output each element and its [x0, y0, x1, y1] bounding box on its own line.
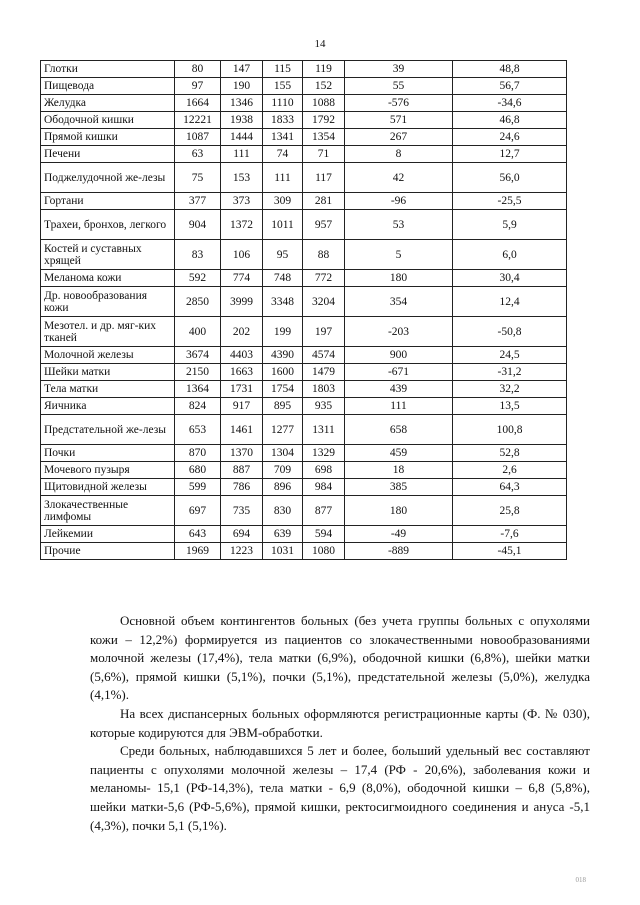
row-label: Щитовидной железы — [41, 479, 175, 496]
row-label: Пищевода — [41, 78, 175, 95]
cell-c1: 3674 — [175, 347, 221, 364]
row-label: Гортани — [41, 193, 175, 210]
table-row — [41, 415, 567, 445]
cell-c2: 111 — [221, 146, 263, 163]
cell-diff: -96 — [345, 193, 453, 210]
cell-c3: 1833 — [263, 112, 303, 129]
cell-diff: 385 — [345, 479, 453, 496]
cell-c3: 1110 — [263, 95, 303, 112]
cell-c2: 202 — [221, 317, 263, 347]
row-label: Яичника — [41, 398, 175, 415]
cell-diff: -671 — [345, 364, 453, 381]
cell-pct: 24,5 — [453, 347, 567, 364]
cell-c3: 1031 — [263, 543, 303, 560]
cell-diff: 42 — [345, 163, 453, 193]
cell-c1: 63 — [175, 146, 221, 163]
table-row — [41, 146, 567, 163]
cell-c2: 1223 — [221, 543, 263, 560]
table-row — [41, 398, 567, 415]
cell-pct: 2,6 — [453, 462, 567, 479]
table-row — [41, 496, 567, 526]
cell-pct: -31,2 — [453, 364, 567, 381]
cell-c3: 4390 — [263, 347, 303, 364]
corner-mark: 018 — [575, 876, 586, 884]
row-label: Тела матки — [41, 381, 175, 398]
cell-c3: 199 — [263, 317, 303, 347]
row-label: Молочной железы — [41, 347, 175, 364]
row-label: Глотки — [41, 61, 175, 78]
cell-c4: 1080 — [303, 543, 345, 560]
cell-c4: 3204 — [303, 287, 345, 317]
cell-c2: 694 — [221, 526, 263, 543]
cell-diff: 354 — [345, 287, 453, 317]
cell-pct: 24,6 — [453, 129, 567, 146]
cell-c2: 190 — [221, 78, 263, 95]
row-label: Прямой кишки — [41, 129, 175, 146]
table-row — [41, 270, 567, 287]
statistics-table — [40, 60, 567, 560]
cell-c2: 1370 — [221, 445, 263, 462]
cell-pct: -34,6 — [453, 95, 567, 112]
row-label: Желудка — [41, 95, 175, 112]
row-label: Прочие — [41, 543, 175, 560]
table-row — [41, 78, 567, 95]
cell-c1: 643 — [175, 526, 221, 543]
cell-pct: 52,8 — [453, 445, 567, 462]
table-row — [41, 95, 567, 112]
cell-pct: -50,8 — [453, 317, 567, 347]
row-label: Шейки матки — [41, 364, 175, 381]
cell-c1: 1664 — [175, 95, 221, 112]
table-row — [41, 543, 567, 560]
table-row — [41, 347, 567, 364]
cell-c2: 1444 — [221, 129, 263, 146]
cell-pct: 56,0 — [453, 163, 567, 193]
table-row — [41, 526, 567, 543]
cell-diff: 459 — [345, 445, 453, 462]
cell-c4: 1792 — [303, 112, 345, 129]
cell-c2: 147 — [221, 61, 263, 78]
cell-pct: 100,8 — [453, 415, 567, 445]
cell-diff: 5 — [345, 240, 453, 270]
cell-diff: 571 — [345, 112, 453, 129]
table-row — [41, 287, 567, 317]
table-row — [41, 112, 567, 129]
cell-c3: 1304 — [263, 445, 303, 462]
cell-c3: 639 — [263, 526, 303, 543]
cell-diff: 111 — [345, 398, 453, 415]
cell-c2: 735 — [221, 496, 263, 526]
table-row — [41, 210, 567, 240]
cell-c1: 599 — [175, 479, 221, 496]
cell-c1: 2150 — [175, 364, 221, 381]
cell-c4: 1088 — [303, 95, 345, 112]
cell-c4: 1354 — [303, 129, 345, 146]
table-body — [41, 61, 567, 560]
cell-c4: 877 — [303, 496, 345, 526]
cell-c4: 4574 — [303, 347, 345, 364]
row-label: Предстательной же-лезы — [41, 415, 175, 445]
cell-c1: 1364 — [175, 381, 221, 398]
table-row — [41, 445, 567, 462]
cell-c1: 904 — [175, 210, 221, 240]
cell-c4: 197 — [303, 317, 345, 347]
cell-c4: 119 — [303, 61, 345, 78]
cell-c4: 957 — [303, 210, 345, 240]
cell-c3: 830 — [263, 496, 303, 526]
cell-pct: 48,8 — [453, 61, 567, 78]
cell-c1: 1087 — [175, 129, 221, 146]
row-label: Ободочной кишки — [41, 112, 175, 129]
row-label: Злокачественные лимфомы — [41, 496, 175, 526]
paragraph: Основной объем контингентов больных (без учета группы больных с опухолями кожи – 12,2%) формируется из пациентов со злокачественными новообразованиями молочной железы (17,4%), тела матки (6,9%), ободочной кишки (6,8%), шейки матки (5,6%), прямой кишки (5,1%), почки (5,1%), предстательной железы (5,0%), желудка (4,1%). — [90, 613, 590, 703]
cell-c2: 1663 — [221, 364, 263, 381]
cell-c1: 2850 — [175, 287, 221, 317]
cell-c1: 1969 — [175, 543, 221, 560]
cell-pct: 6,0 — [453, 240, 567, 270]
cell-diff: 900 — [345, 347, 453, 364]
cell-c1: 697 — [175, 496, 221, 526]
row-label: Почки — [41, 445, 175, 462]
table-row — [41, 129, 567, 146]
cell-c3: 1277 — [263, 415, 303, 445]
cell-c3: 1754 — [263, 381, 303, 398]
cell-c4: 71 — [303, 146, 345, 163]
cell-pct: -45,1 — [453, 543, 567, 560]
cell-c3: 1341 — [263, 129, 303, 146]
cell-c4: 117 — [303, 163, 345, 193]
cell-c1: 97 — [175, 78, 221, 95]
cell-diff: -576 — [345, 95, 453, 112]
cell-pct: 56,7 — [453, 78, 567, 95]
cell-pct: 12,7 — [453, 146, 567, 163]
cell-c2: 774 — [221, 270, 263, 287]
cell-pct: 12,4 — [453, 287, 567, 317]
cell-c2: 1346 — [221, 95, 263, 112]
cell-c4: 1311 — [303, 415, 345, 445]
cell-pct: 25,8 — [453, 496, 567, 526]
cell-c2: 1731 — [221, 381, 263, 398]
cell-diff: 658 — [345, 415, 453, 445]
cell-c1: 653 — [175, 415, 221, 445]
cell-diff: 439 — [345, 381, 453, 398]
paragraph: На всех диспансерных больных оформляются регистрационные карты (Ф. № 030), которые кодируются для ЭВМ-обработки. — [90, 705, 590, 740]
cell-pct: 32,2 — [453, 381, 567, 398]
body-text — [90, 612, 590, 835]
cell-diff: -203 — [345, 317, 453, 347]
cell-diff: 8 — [345, 146, 453, 163]
table-row — [41, 462, 567, 479]
row-label: Трахеи, бронхов, легкого — [41, 210, 175, 240]
cell-c3: 896 — [263, 479, 303, 496]
cell-c2: 106 — [221, 240, 263, 270]
cell-c4: 698 — [303, 462, 345, 479]
cell-c3: 309 — [263, 193, 303, 210]
page-number: 14 — [314, 38, 326, 50]
cell-c4: 1329 — [303, 445, 345, 462]
cell-c2: 887 — [221, 462, 263, 479]
cell-c2: 153 — [221, 163, 263, 193]
table-row — [41, 381, 567, 398]
cell-c3: 111 — [263, 163, 303, 193]
row-label: Мезотел. и др. мяг-ких тканей — [41, 317, 175, 347]
cell-pct: 64,3 — [453, 479, 567, 496]
cell-c4: 152 — [303, 78, 345, 95]
cell-pct: 46,8 — [453, 112, 567, 129]
cell-c3: 895 — [263, 398, 303, 415]
cell-c4: 281 — [303, 193, 345, 210]
cell-c2: 4403 — [221, 347, 263, 364]
cell-c1: 824 — [175, 398, 221, 415]
table-row — [41, 61, 567, 78]
cell-c3: 1600 — [263, 364, 303, 381]
cell-c1: 680 — [175, 462, 221, 479]
cell-c2: 1938 — [221, 112, 263, 129]
cell-c4: 594 — [303, 526, 345, 543]
cell-c4: 984 — [303, 479, 345, 496]
cell-c3: 95 — [263, 240, 303, 270]
cell-c3: 3348 — [263, 287, 303, 317]
cell-c1: 12221 — [175, 112, 221, 129]
cell-diff: 53 — [345, 210, 453, 240]
cell-c4: 1803 — [303, 381, 345, 398]
cell-pct: -7,6 — [453, 526, 567, 543]
paragraph: Среди больных, наблюдавшихся 5 лет и более, больший удельный вес составляют пациенты с опухолями молочной железы – 17,4 (РФ - 20,6%), заболевания кожи и меланомы- 15,1 (РФ-14,3%), тела матки - 6,9 (8,0%), ободочной кишки – 6,8 (5,8%), шейки матки-5,6 (РФ-5,6%), прямой кишки, ректосигмоидного соединения и ануса -5,1 (4,3%), почки 5,1 (5,1%). — [90, 743, 590, 833]
cell-c4: 935 — [303, 398, 345, 415]
cell-pct: 5,9 — [453, 210, 567, 240]
cell-c4: 772 — [303, 270, 345, 287]
row-label: Лейкемии — [41, 526, 175, 543]
cell-diff: 18 — [345, 462, 453, 479]
cell-c2: 1372 — [221, 210, 263, 240]
cell-c1: 400 — [175, 317, 221, 347]
table-row — [41, 193, 567, 210]
cell-pct: 13,5 — [453, 398, 567, 415]
cell-c1: 75 — [175, 163, 221, 193]
cell-c3: 1011 — [263, 210, 303, 240]
cell-c2: 373 — [221, 193, 263, 210]
cell-pct: -25,5 — [453, 193, 567, 210]
cell-diff: -889 — [345, 543, 453, 560]
cell-c1: 80 — [175, 61, 221, 78]
cell-c3: 74 — [263, 146, 303, 163]
cell-c4: 88 — [303, 240, 345, 270]
cell-diff: 180 — [345, 270, 453, 287]
cell-c1: 377 — [175, 193, 221, 210]
table-row — [41, 240, 567, 270]
cell-pct: 30,4 — [453, 270, 567, 287]
cell-c2: 1461 — [221, 415, 263, 445]
cell-diff: 55 — [345, 78, 453, 95]
cell-c1: 592 — [175, 270, 221, 287]
cell-diff: 180 — [345, 496, 453, 526]
cell-diff: 267 — [345, 129, 453, 146]
cell-c2: 786 — [221, 479, 263, 496]
row-label: Меланома кожи — [41, 270, 175, 287]
row-label: Печени — [41, 146, 175, 163]
cell-diff: -49 — [345, 526, 453, 543]
cell-diff: 39 — [345, 61, 453, 78]
cell-c3: 155 — [263, 78, 303, 95]
cell-c1: 870 — [175, 445, 221, 462]
table-row — [41, 317, 567, 347]
cell-c4: 1479 — [303, 364, 345, 381]
table-row — [41, 163, 567, 193]
cell-c3: 748 — [263, 270, 303, 287]
cell-c1: 83 — [175, 240, 221, 270]
cell-c2: 3999 — [221, 287, 263, 317]
cell-c3: 115 — [263, 61, 303, 78]
row-label: Др. новообразования кожи — [41, 287, 175, 317]
row-label: Поджелудочной же-лезы — [41, 163, 175, 193]
table-row — [41, 479, 567, 496]
row-label: Костей и суставных хрящей — [41, 240, 175, 270]
cell-c3: 709 — [263, 462, 303, 479]
row-label: Мочевого пузыря — [41, 462, 175, 479]
cell-c2: 917 — [221, 398, 263, 415]
table-row — [41, 364, 567, 381]
